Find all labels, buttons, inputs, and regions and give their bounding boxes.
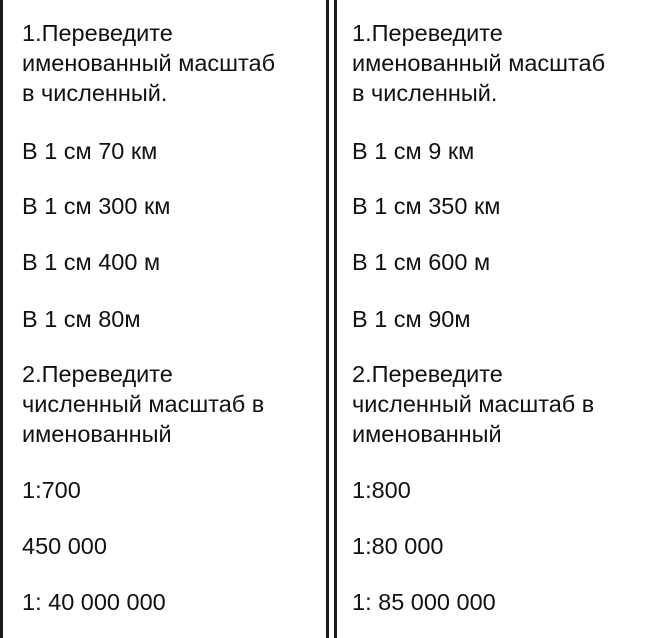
task2-heading-line-3: именованный [22,421,172,447]
task1-heading-line-2: именованный масштаб [22,50,276,76]
task1-heading-line-3: в численный. [22,80,168,106]
left-border-line [0,0,3,638]
task1-heading-line-1: 1.Переведите [352,20,503,46]
task2-heading-line-1: 2.Переведите [352,361,503,387]
task2-item: 1: 85 000 000 [352,589,496,615]
task1-heading-line-1: 1.Переведите [22,20,173,46]
divider-line-1 [326,0,329,638]
right-column [352,0,652,638]
left-column [22,0,322,638]
task1-item: В 1 см 90м [352,306,471,332]
task2-item: 1:80 000 [352,533,444,559]
task1-item: В 1 см 9 км [352,138,475,164]
task2-item: 1:700 [22,477,81,503]
task2-heading-line-2: численный масштаб в [352,391,595,417]
task2-item: 450 000 [22,533,107,559]
task1-item: В 1 см 70 км [22,138,158,164]
task1-heading-line-3: в численный. [352,80,498,106]
task2-item: 1: 40 000 000 [22,589,166,615]
task1-heading-line-2: именованный масштаб [352,50,606,76]
task1-item: В 1 см 80м [22,306,141,332]
task1-item: В 1 см 400 м [22,249,161,275]
task1-item: В 1 см 300 км [22,193,171,219]
task2-item: 1:800 [352,477,411,503]
task2-heading-line-2: численный масштаб в [22,391,265,417]
task1-item: В 1 см 350 км [352,193,501,219]
task1-item: В 1 см 600 м [352,249,491,275]
task2-heading-line-1: 2.Переведите [22,361,173,387]
divider-line-2 [334,0,337,638]
task2-heading-line-3: именованный [352,421,502,447]
